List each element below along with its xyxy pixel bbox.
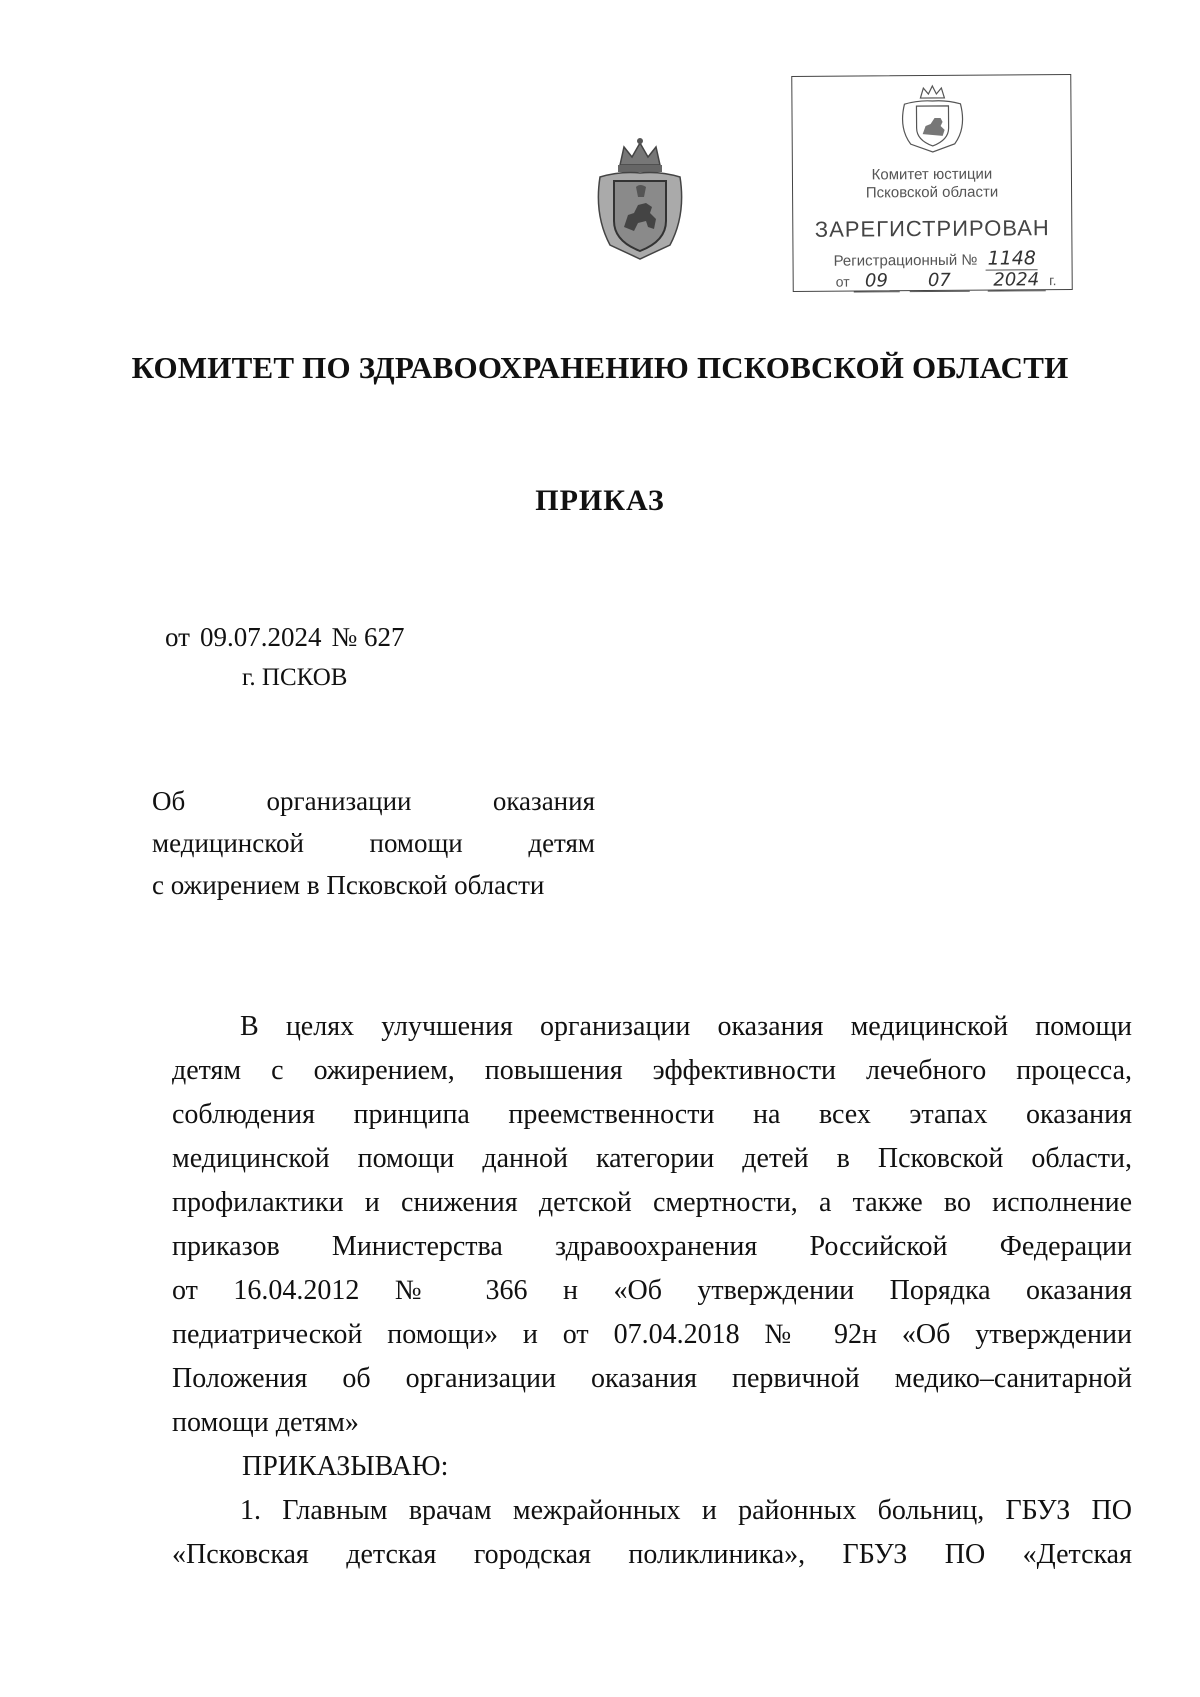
body-line: профилактики и снижения детской смертности, а также во исполнение	[172, 1187, 1132, 1218]
item-line: «Псковская детская городская поликлиника», ГБУЗ ПО «Детская	[172, 1539, 1132, 1570]
body-line: детям с ожирением, повышения эффективности лечебного процесса,	[172, 1055, 1132, 1086]
stamp-date-line	[836, 269, 1057, 293]
stamp-org-line-1: Комитет юстиции	[871, 165, 993, 184]
order-date-line	[165, 622, 404, 653]
stamp-registration-line	[833, 247, 1038, 270]
order-number: № 627	[331, 622, 405, 652]
body-line: педиатрической помощи» и от 07.04.2018 № 92н «Об утверждении	[172, 1319, 1132, 1350]
stamp-year-unit: г.	[1049, 272, 1057, 289]
stamp-month: 07	[909, 270, 969, 292]
order-date: 09.07.2024	[199, 622, 322, 652]
body-line: приказов Министерства здравоохранения Российской Федерации	[172, 1231, 1132, 1262]
document-type-title: ПРИКАЗ	[535, 484, 665, 517]
registration-stamp	[791, 74, 1073, 292]
body-line: помощи детям»	[172, 1407, 359, 1438]
body-line: соблюдения принципа преемственности на всех этапах оказания	[172, 1099, 1132, 1130]
date-prefix: от	[165, 622, 190, 652]
order-body	[172, 1005, 1132, 1577]
subject-line: с ожирением в Псковской области	[152, 870, 545, 900]
body-line: В целях улучшения организации оказания медицинской помощи	[240, 1011, 1132, 1042]
coat-of-arms-emblem	[590, 135, 690, 265]
item-line: 1. Главным врачам межрайонных и районных больниц, ГБУЗ ПО	[240, 1495, 1132, 1526]
body-line: от 16.04.2012 № 366 н «Об утверждении Порядка оказания	[172, 1275, 1132, 1306]
order-subject	[152, 780, 595, 906]
stamp-year-suffix: 24	[1016, 269, 1040, 291]
body-line: Положения об организации оказания первичной медико–санитарной	[172, 1363, 1132, 1394]
body-line: медицинской помощи данной категории детей в Псковской области,	[172, 1143, 1132, 1174]
stamp-year	[987, 269, 1045, 291]
stamp-reg-label: Регистрационный №	[833, 251, 978, 270]
stamp-year-prefix: 20	[993, 269, 1017, 291]
stamp-emblem	[896, 84, 968, 155]
order-city: г. ПСКОВ	[242, 664, 348, 691]
stamp-reg-number: 1148	[986, 247, 1039, 270]
committee-title: КОМИТЕТ ПО ЗДРАВООХРАНЕНИЮ ПСКОВСКОЙ ОБЛАСТИ	[131, 350, 1069, 385]
stamp-org-line-2: Псковской области	[865, 183, 999, 202]
stamp-status: ЗАРЕГИСТРИРОВАН	[814, 215, 1050, 242]
subject-line: Об организации оказания	[152, 786, 595, 816]
order-directive-word: ПРИКАЗЫВАЮ:	[242, 1451, 449, 1482]
stamp-day: 09	[853, 270, 899, 292]
stamp-date-prefix: от	[835, 273, 850, 290]
subject-line: медицинской помощи детям	[152, 828, 595, 858]
